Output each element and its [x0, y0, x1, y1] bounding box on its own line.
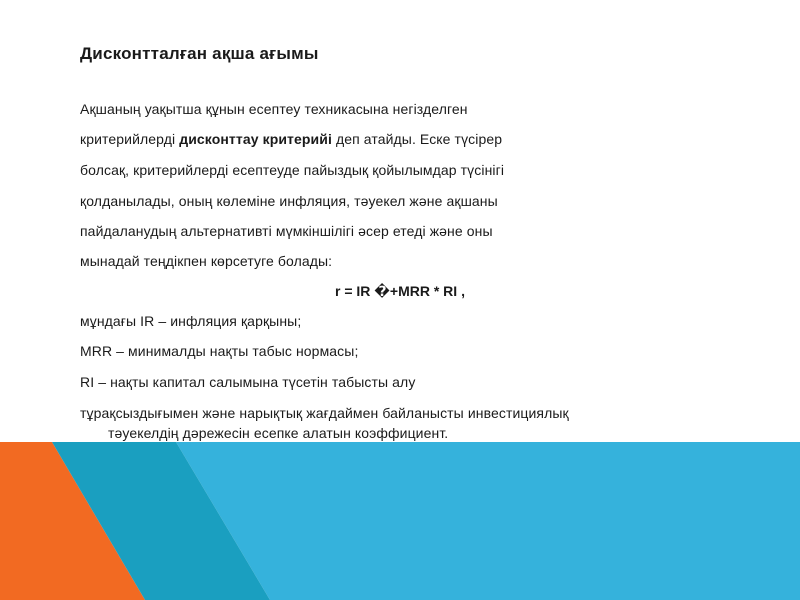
paragraph-line: пайдаланудың альтернативті мүмкіншілігі әсер етеді және оны — [80, 223, 493, 239]
paragraph-line: болсақ, критерийлерді есептеуде пайыздық қойылымдар түсінігі — [80, 162, 505, 178]
slide-title: Дисконтталған ақша ағымы — [80, 44, 319, 63]
paragraph-line: Ақшаның уақытша құнын есептеу техникасына негізделген — [80, 101, 468, 117]
paragraph-text: критерийлерді — [80, 131, 180, 147]
bold-term: дисконттау критерийі — [179, 131, 332, 147]
light-blue-shape — [176, 442, 800, 600]
paragraph-line: мынадай теңдікпен көрсетуге болады: — [80, 253, 333, 269]
definition-ri-continued: тәуекелдің дәрежесін есепке алатын коэффициент. — [108, 425, 449, 441]
definition-ri: RI – нақты капитал салымына түсетін табысты алу — [80, 374, 416, 390]
definition-ir: мұндағы IR – инфляция қарқыны; — [80, 313, 302, 329]
paragraph-line — [80, 131, 502, 147]
definition-mrr: MRR – минималды нақты табыс нормасы; — [80, 343, 359, 359]
formula: r = IR �+MRR * RI , — [335, 283, 465, 299]
definition-ri-continued: тұрақсыздығымен және нарықтық жағдаймен байланысты инвестициялық — [80, 405, 569, 421]
paragraph-line: қолданылады, оның көлеміне инфляция, тәуекел және ақшаны — [80, 193, 498, 209]
paragraph-text: деп атайды. Еске түсірер — [331, 131, 503, 147]
